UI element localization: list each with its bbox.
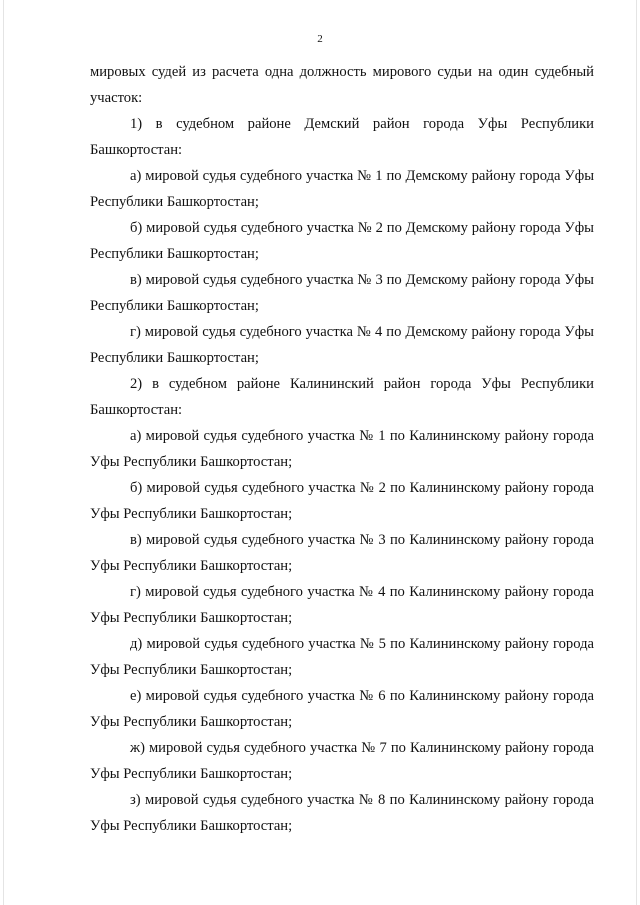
- paragraph-demsky-item-g: г) мировой судья судебного участка № 4 по Демскому району города Уфы Республики Башкортостан;: [90, 324, 594, 366]
- paragraph-kalininsky-item-z: з) мировой судья судебного участка № 8 по Калининскому району города Уфы Республики Башкортостан;: [90, 792, 594, 834]
- paragraph-kalininsky-item-a: а) мировой судья судебного участка № 1 по Калининскому району города Уфы Республики Башкортостан;: [90, 428, 594, 470]
- paragraph-demsky-item-a: а) мировой судья судебного участка № 1 по Демскому району города Уфы Республики Башкортостан;: [90, 168, 594, 210]
- paragraph-district-1-heading: 1) в судебном районе Демский район города Уфы Республики Башкортостан:: [90, 116, 594, 158]
- paragraph-kalininsky-item-b: б) мировой судья судебного участка № 2 по Калининскому району города Уфы Республики Башкортостан;: [90, 480, 594, 522]
- scan-edge-left: [3, 0, 4, 905]
- paragraph-intro: мировых судей из расчета одна должность мирового судьи на один судебный участок:: [90, 64, 594, 106]
- paragraph-kalininsky-item-e: е) мировой судья судебного участка № 6 по Калининскому району города Уфы Республики Башкортостан;: [90, 688, 594, 730]
- paragraph-kalininsky-item-v: в) мировой судья судебного участка № 3 по Калининскому району города Уфы Республики Башкортостан;: [90, 532, 594, 574]
- paragraph-kalininsky-item-zh: ж) мировой судья судебного участка № 7 по Калининскому району города Уфы Республики Башкортостан;: [90, 740, 594, 782]
- page-number: 2: [317, 33, 323, 45]
- scan-edge-right: [636, 0, 637, 905]
- document-body: [90, 59, 594, 839]
- paragraph-kalininsky-item-d: д) мировой судья судебного участка № 5 по Калининскому району города Уфы Республики Башкортостан;: [90, 636, 594, 678]
- paragraph-district-2-heading: 2) в судебном районе Калининский район города Уфы Республики Башкортостан:: [90, 376, 594, 418]
- paragraph-kalininsky-item-g: г) мировой судья судебного участка № 4 по Калининскому району города Уфы Республики Башкортостан;: [90, 584, 594, 626]
- paragraph-demsky-item-v: в) мировой судья судебного участка № 3 по Демскому району города Уфы Республики Башкортостан;: [90, 272, 594, 314]
- paragraph-demsky-item-b: б) мировой судья судебного участка № 2 по Демскому району города Уфы Республики Башкортостан;: [90, 220, 594, 262]
